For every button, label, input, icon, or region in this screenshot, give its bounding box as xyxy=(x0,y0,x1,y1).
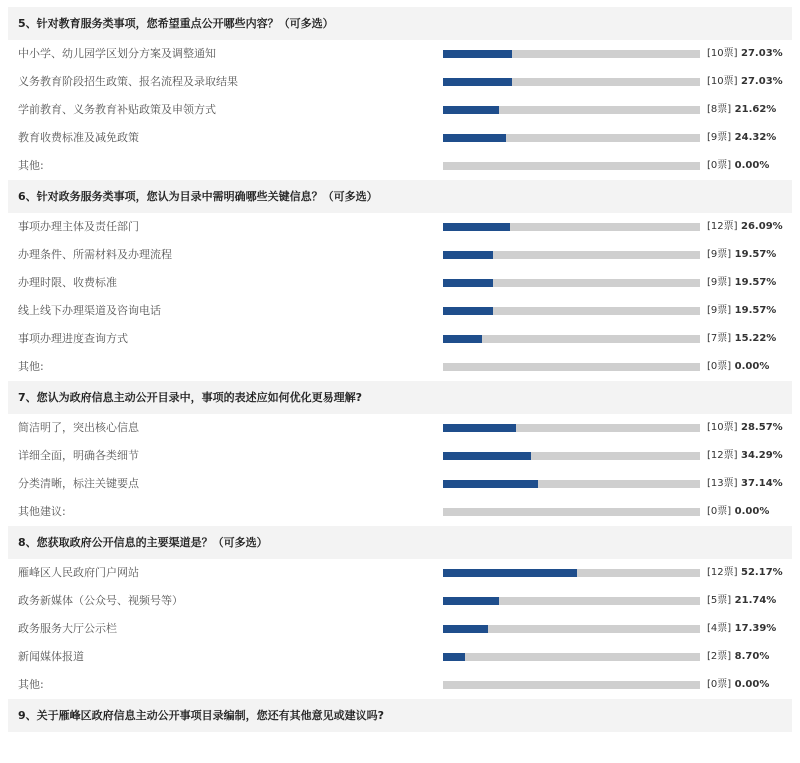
vote-count: [12票] xyxy=(707,221,738,232)
vote-percent: 17.39% xyxy=(734,623,777,634)
result-bar-track xyxy=(443,681,700,689)
result-bar-fill xyxy=(443,106,499,114)
option-label: 新闻媒体报道 xyxy=(18,650,84,663)
result-bar-fill xyxy=(443,134,506,142)
option-row xyxy=(8,643,792,671)
option-label: 学前教育、义务教育补贴政策及申领方式 xyxy=(18,103,216,116)
option-stat xyxy=(707,587,776,615)
option-row xyxy=(8,498,792,526)
option-stat xyxy=(707,559,783,587)
vote-percent: 19.57% xyxy=(734,249,777,260)
vote-count: [10票] xyxy=(707,76,738,87)
vote-count: [10票] xyxy=(707,422,738,433)
option-label: 政务新媒体（公众号、视频号等） xyxy=(18,594,183,607)
option-row xyxy=(8,671,792,699)
option-label: 中小学、幼儿园学区划分方案及调整通知 xyxy=(18,47,216,60)
result-bar-fill xyxy=(443,335,482,343)
vote-count: [0票] xyxy=(707,361,732,372)
vote-percent: 28.57% xyxy=(741,422,783,433)
result-bar-track xyxy=(443,106,700,114)
option-label: 政务服务大厅公示栏 xyxy=(18,622,117,635)
result-bar-track xyxy=(443,78,700,86)
vote-count: [10票] xyxy=(707,48,738,59)
result-bar-track xyxy=(443,50,700,58)
option-stat xyxy=(707,213,783,241)
result-bar-track xyxy=(443,307,700,315)
option-row xyxy=(8,269,792,297)
vote-percent: 8.70% xyxy=(734,651,770,662)
vote-percent: 26.09% xyxy=(741,221,783,232)
result-bar-fill xyxy=(443,279,493,287)
vote-count: [9票] xyxy=(707,249,732,260)
vote-percent: 0.00% xyxy=(734,506,770,517)
vote-count: [5票] xyxy=(707,595,732,606)
option-row xyxy=(8,297,792,325)
result-bar-track xyxy=(443,508,700,516)
vote-percent: 19.57% xyxy=(734,305,777,316)
result-bar-track xyxy=(443,625,700,633)
option-row xyxy=(8,40,792,68)
vote-count: [12票] xyxy=(707,450,738,461)
result-bar-fill xyxy=(443,78,512,86)
option-row xyxy=(8,470,792,498)
result-bar-fill xyxy=(443,223,510,231)
option-stat xyxy=(707,414,783,442)
option-row xyxy=(8,124,792,152)
option-stat xyxy=(707,470,783,498)
vote-count: [9票] xyxy=(707,132,732,143)
vote-count: [9票] xyxy=(707,305,732,316)
option-row xyxy=(8,96,792,124)
vote-count: [0票] xyxy=(707,160,732,171)
result-bar-fill xyxy=(443,569,577,577)
result-bar-fill xyxy=(443,307,493,315)
option-label: 办理时限、收费标准 xyxy=(18,276,117,289)
result-bar-track xyxy=(443,452,700,460)
vote-count: [7票] xyxy=(707,333,732,344)
option-label: 其他建议: xyxy=(18,505,66,518)
result-bar-track xyxy=(443,653,700,661)
result-bar-track xyxy=(443,134,700,142)
option-stat xyxy=(707,96,776,124)
option-row xyxy=(8,442,792,470)
survey-results xyxy=(8,7,792,732)
option-label: 其他: xyxy=(18,360,44,373)
vote-count: [13票] xyxy=(707,478,738,489)
option-stat xyxy=(707,671,769,699)
result-bar-track xyxy=(443,597,700,605)
vote-percent: 37.14% xyxy=(741,478,783,489)
option-label: 详细全面，明确各类细节 xyxy=(18,449,139,462)
result-bar-track xyxy=(443,480,700,488)
vote-percent: 24.32% xyxy=(734,132,777,143)
option-stat xyxy=(707,269,776,297)
option-stat xyxy=(707,297,776,325)
vote-percent: 21.74% xyxy=(734,595,777,606)
option-stat xyxy=(707,40,783,68)
option-label: 办理条件、所需材料及办理流程 xyxy=(18,248,172,261)
option-row xyxy=(8,615,792,643)
result-bar-track xyxy=(443,569,700,577)
option-label: 事项办理进度查询方式 xyxy=(18,332,128,345)
option-row xyxy=(8,68,792,96)
result-bar-fill xyxy=(443,597,499,605)
option-stat xyxy=(707,353,769,381)
vote-count: [8票] xyxy=(707,104,732,115)
option-label: 其他: xyxy=(18,159,44,172)
vote-percent: 21.62% xyxy=(734,104,777,115)
vote-percent: 0.00% xyxy=(734,679,770,690)
result-bar-fill xyxy=(443,452,531,460)
vote-count: [9票] xyxy=(707,277,732,288)
option-label: 其他: xyxy=(18,678,44,691)
option-stat xyxy=(707,615,776,643)
result-bar-fill xyxy=(443,251,493,259)
result-bar-track xyxy=(443,335,700,343)
question-title: 9、关于雁峰区政府信息主动公开事项目录编制，您还有其他意见或建议吗? xyxy=(8,699,792,732)
option-stat xyxy=(707,68,783,96)
vote-count: [0票] xyxy=(707,679,732,690)
vote-count: [4票] xyxy=(707,623,732,634)
option-row xyxy=(8,587,792,615)
question-title: 6、针对政务服务类事项，您认为目录中需明确哪些关键信息？（可多选） xyxy=(8,180,792,213)
option-row xyxy=(8,213,792,241)
option-label: 分类清晰，标注关键要点 xyxy=(18,477,139,490)
option-stat xyxy=(707,124,776,152)
result-bar-fill xyxy=(443,50,512,58)
vote-count: [0票] xyxy=(707,506,732,517)
vote-count: [2票] xyxy=(707,651,732,662)
vote-percent: 52.17% xyxy=(741,567,783,578)
option-label: 雁峰区人民政府门户网站 xyxy=(18,566,139,579)
vote-percent: 0.00% xyxy=(734,160,770,171)
vote-percent: 27.03% xyxy=(741,76,783,87)
result-bar-track xyxy=(443,363,700,371)
vote-count: [12票] xyxy=(707,567,738,578)
result-bar-track xyxy=(443,162,700,170)
result-bar-track xyxy=(443,279,700,287)
option-row xyxy=(8,325,792,353)
result-bar-fill xyxy=(443,625,488,633)
result-bar-track xyxy=(443,223,700,231)
vote-percent: 19.57% xyxy=(734,277,777,288)
vote-percent: 27.03% xyxy=(741,48,783,59)
option-stat xyxy=(707,325,776,353)
option-row xyxy=(8,414,792,442)
option-row xyxy=(8,353,792,381)
result-bar-track xyxy=(443,424,700,432)
result-bar-fill xyxy=(443,424,516,432)
question-title: 7、您认为政府信息主动公开目录中，事项的表述应如何优化更易理解? xyxy=(8,381,792,414)
vote-percent: 34.29% xyxy=(741,450,783,461)
option-label: 简洁明了，突出核心信息 xyxy=(18,421,139,434)
option-label: 事项办理主体及责任部门 xyxy=(18,220,139,233)
result-bar-track xyxy=(443,251,700,259)
vote-percent: 15.22% xyxy=(734,333,777,344)
result-bar-fill xyxy=(443,653,465,661)
vote-percent: 0.00% xyxy=(734,361,770,372)
option-row xyxy=(8,559,792,587)
option-stat xyxy=(707,498,769,526)
option-stat xyxy=(707,241,776,269)
option-row xyxy=(8,152,792,180)
option-stat xyxy=(707,643,769,671)
result-bar-fill xyxy=(443,480,538,488)
option-label: 义务教育阶段招生政策、报名流程及录取结果 xyxy=(18,75,238,88)
option-row xyxy=(8,241,792,269)
question-title: 8、您获取政府公开信息的主要渠道是？（可多选） xyxy=(8,526,792,559)
option-label: 教育收费标准及减免政策 xyxy=(18,131,139,144)
option-stat xyxy=(707,442,783,470)
question-title: 5、针对教育服务类事项，您希望重点公开哪些内容？（可多选） xyxy=(8,7,792,40)
option-stat xyxy=(707,152,769,180)
option-label: 线上线下办理渠道及咨询电话 xyxy=(18,304,161,317)
